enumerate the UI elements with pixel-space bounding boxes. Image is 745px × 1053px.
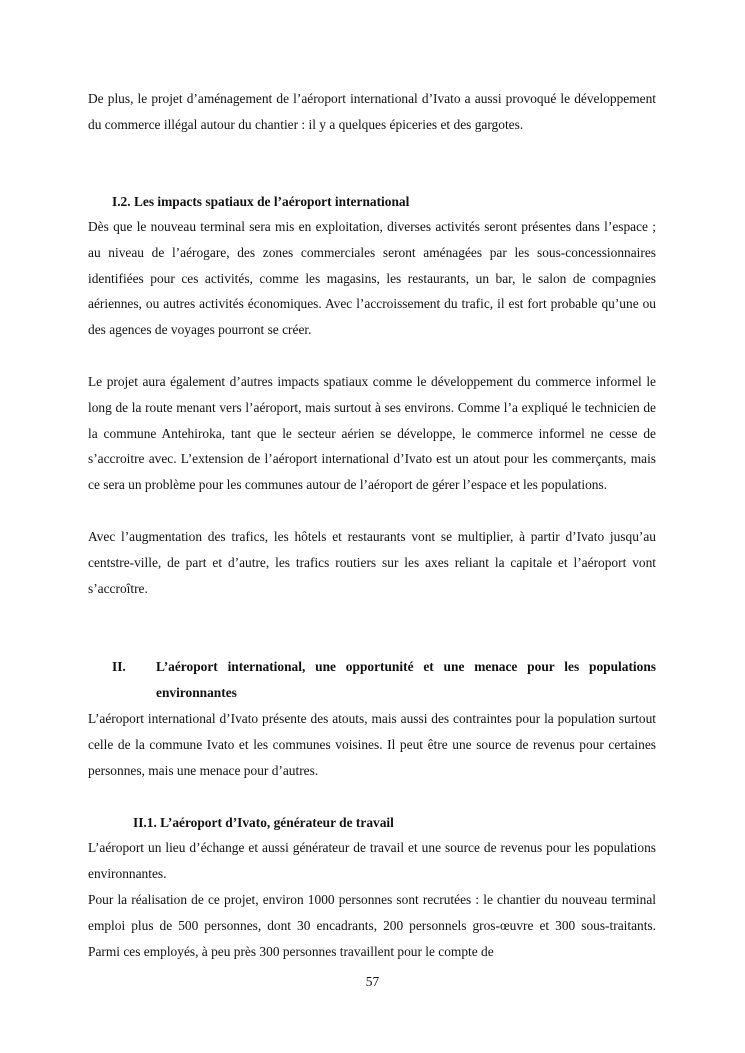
paragraph-exchange-place: L’aéroport un lieu d’échange et aussi générateur de travail et une source de revenus pour les populations environnantes. — [88, 840, 656, 881]
heading-work-generator: II.1. L’aéroport d’Ivato, générateur de travail — [133, 815, 394, 830]
heading-spatial-impacts: I.2. Les impacts spatiaux de l’aéroport international — [112, 194, 410, 209]
heading-opportunity-threat: L’aéroport international, une opportunité et une menace pour les populations environnantes — [156, 659, 656, 700]
paragraph-terminal-activities: Dès que le nouveau terminal sera mis en exploitation, diverses activités seront présentes dans l’espace ; au niveau de l’aérogare, des zones commerciales seront aménagées par les sous-concessionnaires identifiées pour ces activités, comme les magasins, les restaurants, un bar, le salon de compagnies aériennes, ou autres activités économiques. Avec l’accroissement du trafic, il est fort probable qu’une ou des agences de voyages pourront se créer. — [88, 219, 656, 338]
paragraph-assets-constraints: L’aéroport international d’Ivato présente des atouts, mais aussi des contraintes pour la population surtout celle de la commune Ivato et les communes voisines. Il peut être une source de revenus pour certaines personnes, mais une menace pour d’autres. — [88, 711, 656, 778]
heading-section-number: II. — [112, 659, 126, 674]
paragraph-recruitment: Pour la réalisation de ce projet, environ 1000 personnes sont recrutées : le chantier du nouveau terminal emploi plus de 500 personnes, dont 30 encadrants, 200 personnels gros-œuvre et 300 sous-traitants. Parmi ces employés, à peu près 300 personnes travaillent pour le compte de — [88, 892, 656, 959]
paragraph-illegal-commerce: De plus, le projet d’aménagement de l’aéroport international d’Ivato a aussi provoqué le développement du commerce illégal autour du chantier : il y a quelques épiceries et des gargotes. — [88, 91, 656, 132]
paragraph-informal-commerce: Le projet aura également d’autres impacts spatiaux comme le développement du commerce informel le long de la route menant vers l’aéroport, mais surtout à ses environs. Comme l’a expliqué le technicien de la commune Antehiroka, tant que le secteur aérien se développe, le commerce informel ne cesse de s’accroitre avec. L’extension de l’aéroport international d’Ivato est un atout pour les commerçants, mais ce sera un problème pour les communes autour de l’aéroport de gérer l’espace et les populations. — [88, 374, 656, 493]
paragraph-traffic-growth: Avec l’augmentation des trafics, les hôtels et restaurants vont se multiplier, à partir d’Ivato jusqu’au centstre-ville, de part et d’autre, les trafics routiers sur les axes reliant la capitale et l’aéroport vont s’accroître. — [88, 529, 656, 596]
page-number: 57 — [365, 974, 380, 989]
